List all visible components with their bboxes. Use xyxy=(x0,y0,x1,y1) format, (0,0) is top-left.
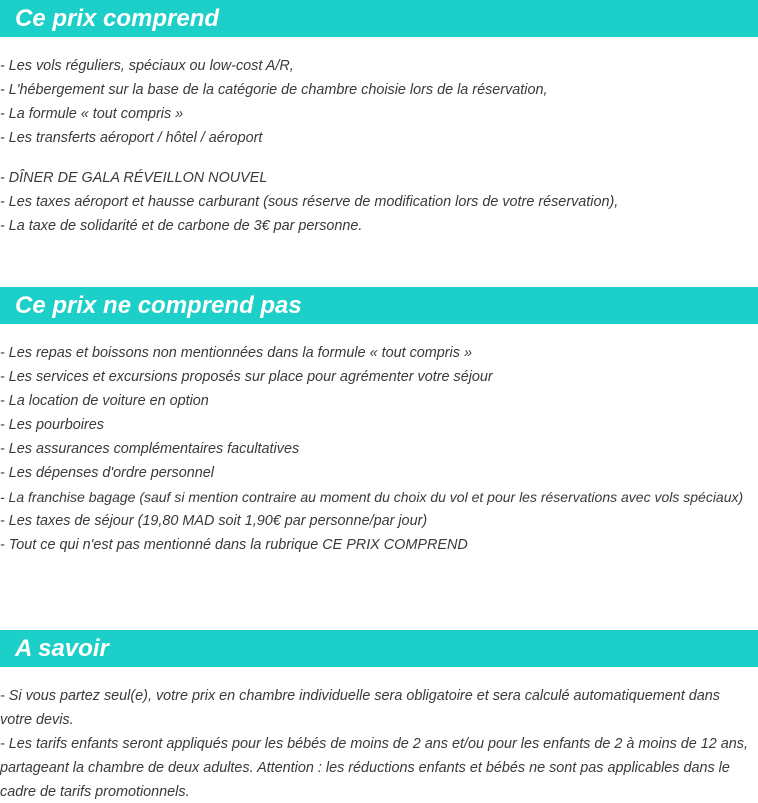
info-paragraph: - Les tarifs enfants seront appliqués pour les bébés de moins de 2 ans et/ou pour les enfants de 2 à moins de 12 ans, partageant la chambre de deux adultes. Attention : les réductions enfants et bébés ne sont pas applicables dans le cadre de tarifs promotionnels. xyxy=(0,736,748,800)
includes-item: - DÎNER DE GALA RÉVEILLON NOUVEL xyxy=(0,170,268,186)
includes-item: - La taxe de solidarité et de carbone de 3€ par personne. xyxy=(0,218,363,234)
section-title-includes: Ce prix comprend xyxy=(15,5,220,32)
section-title-excludes: Ce prix ne comprend pas xyxy=(15,292,302,319)
section-title-info: A savoir xyxy=(15,635,109,662)
includes-item: - Les transferts aéroport / hôtel / aéroport xyxy=(0,130,263,146)
excludes-item: - Les pourboires xyxy=(0,417,104,433)
excludes-item: - Tout ce qui n'est pas mentionné dans la rubrique CE PRIX COMPREND xyxy=(0,537,468,553)
excludes-item: - La franchise bagage (sauf si mention contraire au moment du choix du vol et pour les réservations avec vols spéciaux) xyxy=(0,489,744,505)
excludes-item: - Les dépenses d'ordre personnel xyxy=(0,465,214,481)
section-header-info xyxy=(0,630,758,667)
includes-item: - La formule « tout compris » xyxy=(0,106,184,122)
excludes-item: - Les assurances complémentaires facultatives xyxy=(0,441,300,457)
excludes-item: - La location de voiture en option xyxy=(0,393,209,409)
excludes-item: - Les services et excursions proposés sur place pour agrémenter votre séjour xyxy=(0,369,493,385)
includes-item: - Les taxes aéroport et hausse carburant (sous réserve de modification lors de votre réservation), xyxy=(0,194,619,210)
includes-item: - Les vols réguliers, spéciaux ou low-cost A/R, xyxy=(0,58,294,74)
excludes-item: - Les repas et boissons non mentionnées dans la formule « tout compris » xyxy=(0,345,472,361)
excludes-item: - Les taxes de séjour (19,80 MAD soit 1,90€ par personne/par jour) xyxy=(0,513,428,529)
section-header-excludes xyxy=(0,287,758,324)
info-paragraph: - Si vous partez seul(e), votre prix en chambre individuelle sera obligatoire et sera calculé automatiquement dans votre devis. xyxy=(0,688,720,728)
includes-item: - L'hébergement sur la base de la catégorie de chambre choisie lors de la réservation, xyxy=(0,82,548,98)
section-header-includes xyxy=(0,0,758,37)
